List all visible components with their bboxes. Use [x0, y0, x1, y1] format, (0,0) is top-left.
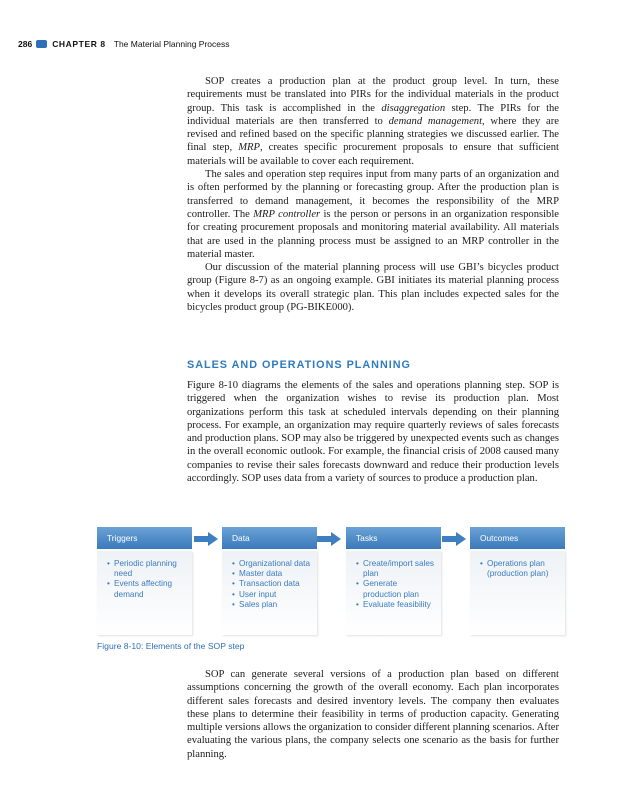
column-body	[470, 551, 565, 635]
paragraph-sop-figure: Figure 8-10 diagrams the elements of the sales and operations planning step. SOP is triggered when the organization wishes to revise its production plan. Most organizations perform this task at scheduled intervals depending on their planning process. For example, an organization may require quarterly reviews of sales forecasts and production plans. SOP may also be triggered by unexpected events such as changes in the overall economic outlook. For example, the financial crisis of 2008 caused many companies to revise their sales forecasts downward and reduce their production levels accordingly. SOP uses data from a variety of sources to produce a production plan.	[187, 380, 559, 485]
chapter-label: CHAPTER 8	[52, 39, 106, 49]
bullet-item: • Create/import sales plan	[363, 559, 437, 579]
bullet-item: • Events affecting demand	[114, 579, 188, 599]
figure-caption: Figure 8-10: Elements of the SOP step	[97, 641, 245, 651]
paragraph-gbi-example: Our discussion of the material planning process will use GBI’s bicycles product group (Figure 8-7) as an ongoing example. GBI initiates its material planning process when it develops its overall strategic plan. This plan includes expected sales for the bicycles product group (PG-BIKE000).	[187, 262, 559, 314]
sop-diagram	[97, 527, 567, 635]
column-data	[222, 527, 317, 635]
arrow-right-icon	[442, 532, 466, 546]
bullet-item: • Transaction data	[239, 579, 313, 589]
triggers-list	[97, 551, 192, 600]
column-header: Triggers	[97, 527, 192, 549]
tasks-list	[346, 551, 441, 610]
bullet-item: • User input	[239, 590, 313, 600]
data-list	[222, 551, 317, 610]
section-heading: SALES AND OPERATIONS PLANNING	[187, 359, 411, 371]
bullet-item: • Evaluate feasibility	[363, 600, 437, 610]
arrow-right-icon	[317, 532, 341, 546]
column-header: Data	[222, 527, 317, 549]
paragraph-sop-creates: SOP creates a production plan at the product group level. In turn, these requirements must be translated into PIRs for the individual materials in the product group. This task is accomplished in the disaggregation step. The PIRs for the individual materials are then transferred to demand management, where they are revised and refined based on the specific planning strategies we discussed earlier. The final step, MRP, creates specific procurement proposals to ensure that sufficient materials will be available to cover each requirement.	[187, 76, 560, 167]
arrow-right-icon	[194, 532, 218, 546]
chapter-title: The Material Planning Process	[113, 39, 230, 49]
header-marker-icon	[36, 40, 47, 48]
column-body	[346, 551, 441, 635]
column-outcomes	[470, 527, 565, 635]
running-header	[18, 39, 230, 49]
bullet-item: • Periodic planning need	[114, 559, 188, 579]
bullet-item: • Master data	[239, 569, 313, 579]
page-number: 286	[18, 39, 33, 49]
column-header: Outcomes	[470, 527, 565, 549]
column-tasks	[346, 527, 441, 635]
outcomes-list	[470, 551, 565, 579]
paragraph-sales-operation-step: The sales and operation step requires input from many parts of an organization and is often performed by the planning or forecasting group. After the production plan is transferred to demand management, it becomes the responsibility of the MRP controller. The MRP controller is the person or persons in an organization responsible for creating procurement proposals and monitoring material availability. All materials that are used in the planning process must be assigned to an MRP controller in the material master.	[187, 169, 559, 260]
closing-text	[187, 668, 559, 761]
bullet-item: • Generate production plan	[363, 579, 437, 599]
paragraph-sop-versions: SOP can generate several versions of a production plan based on different assumptions concerning the growth of the overall economy. Each plan incorporates different sales forecasts and desired inventory levels. The company then evaluates these plans to determine their feasibility in terms of production capacity. Generating multiple versions allows the organization to consider different planning scenarios. After evaluating the various plans, the company selects one scenario as the basis for further planning.	[187, 669, 559, 760]
bullet-item: • Organizational data	[239, 559, 313, 569]
column-triggers	[97, 527, 192, 635]
intro-text	[187, 75, 559, 314]
bullet-item: • Sales plan	[239, 600, 313, 610]
bullet-item: • Operations plan (production plan)	[487, 559, 561, 579]
column-body	[222, 551, 317, 635]
section-text	[187, 379, 559, 485]
column-body	[97, 551, 192, 635]
column-header: Tasks	[346, 527, 441, 549]
